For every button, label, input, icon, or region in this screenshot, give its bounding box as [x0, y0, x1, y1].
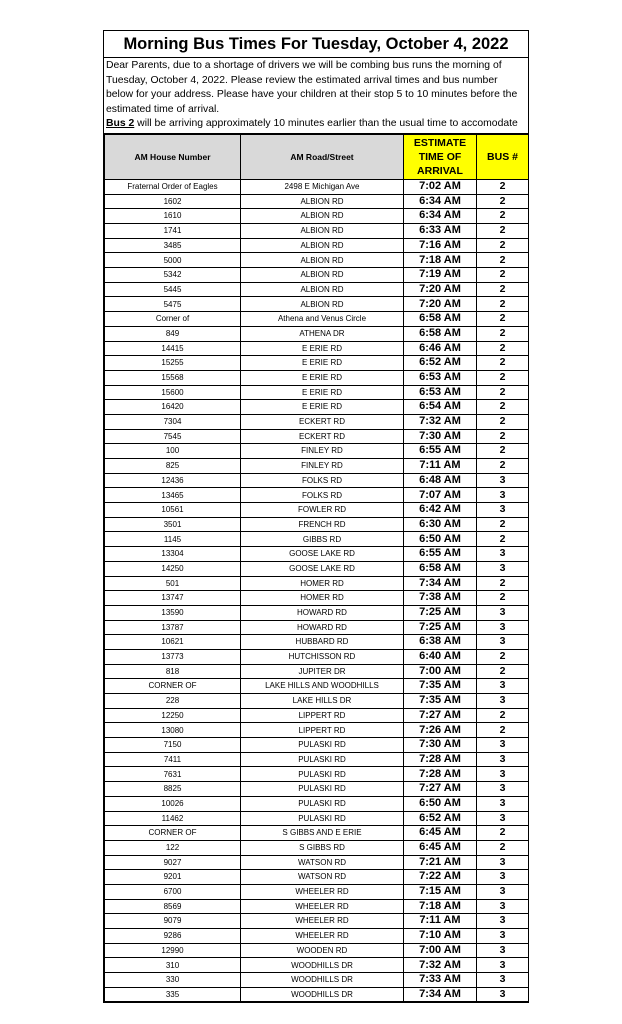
- table-row: [105, 370, 529, 385]
- house-number-cell: 13773: [105, 649, 241, 664]
- road-cell: HOMER RD: [241, 576, 404, 591]
- arrival-time-cell: 7:20 AM: [404, 297, 477, 312]
- bus-number-cell: 2: [477, 297, 529, 312]
- table-row: [105, 591, 529, 606]
- bus-number-cell: 3: [477, 958, 529, 973]
- arrival-time-cell: 7:18 AM: [404, 253, 477, 268]
- road-cell: LIPPERT RD: [241, 708, 404, 723]
- arrival-time-cell: 6:33 AM: [404, 224, 477, 239]
- bus-number-cell: 2: [477, 414, 529, 429]
- house-number-cell: 7545: [105, 429, 241, 444]
- bus-number-cell: 2: [477, 591, 529, 606]
- road-cell: 2498 E Michigan Ave: [241, 179, 404, 194]
- bus-number-cell: 3: [477, 605, 529, 620]
- table-row: [105, 708, 529, 723]
- arrival-time-cell: 6:53 AM: [404, 370, 477, 385]
- arrival-time-cell: 7:34 AM: [404, 576, 477, 591]
- header-arrival-line2: TIME OF: [418, 150, 462, 163]
- bus-number-cell: 2: [477, 664, 529, 679]
- road-cell: PULASKI RD: [241, 738, 404, 753]
- bus-number-cell: 2: [477, 444, 529, 459]
- arrival-time-cell: 6:30 AM: [404, 517, 477, 532]
- bus-number-cell: 3: [477, 752, 529, 767]
- house-number-cell: 14250: [105, 561, 241, 576]
- road-cell: ALBION RD: [241, 253, 404, 268]
- road-cell: Athena and Venus Circle: [241, 312, 404, 327]
- house-number-cell: 5475: [105, 297, 241, 312]
- road-cell: WHEELER RD: [241, 884, 404, 899]
- road-cell: WOODEN RD: [241, 943, 404, 958]
- road-cell: HUBBARD RD: [241, 635, 404, 650]
- road-cell: ALBION RD: [241, 194, 404, 209]
- bus-number-cell: 3: [477, 796, 529, 811]
- arrival-time-cell: 7:32 AM: [404, 414, 477, 429]
- house-number-cell: 13465: [105, 488, 241, 503]
- bus-number-cell: 3: [477, 503, 529, 518]
- bus-number-cell: 3: [477, 767, 529, 782]
- road-cell: WHEELER RD: [241, 929, 404, 944]
- house-number-cell: 1145: [105, 532, 241, 547]
- arrival-time-cell: 6:58 AM: [404, 312, 477, 327]
- road-cell: FOLKS RD: [241, 488, 404, 503]
- house-number-cell: 228: [105, 694, 241, 709]
- bus-times-sheet: [103, 30, 529, 1003]
- table-row: [105, 826, 529, 841]
- road-cell: ECKERT RD: [241, 414, 404, 429]
- house-number-cell: 1741: [105, 224, 241, 239]
- house-number-cell: 7631: [105, 767, 241, 782]
- bus-number-cell: 2: [477, 400, 529, 415]
- bus-number-cell: 2: [477, 385, 529, 400]
- house-number-cell: 13080: [105, 723, 241, 738]
- road-cell: FOLKS RD: [241, 473, 404, 488]
- road-cell: S GIBBS AND E ERIE: [241, 826, 404, 841]
- table-row: [105, 635, 529, 650]
- arrival-time-cell: 7:27 AM: [404, 708, 477, 723]
- arrival-time-cell: 6:45 AM: [404, 840, 477, 855]
- bus-number-cell: 3: [477, 679, 529, 694]
- arrival-time-cell: 7:11 AM: [404, 914, 477, 929]
- table-row: [105, 870, 529, 885]
- house-number-cell: 8825: [105, 782, 241, 797]
- road-cell: FOWLER RD: [241, 503, 404, 518]
- arrival-time-cell: 6:38 AM: [404, 635, 477, 650]
- bus-times-table: [104, 134, 529, 1003]
- arrival-time-cell: 6:50 AM: [404, 796, 477, 811]
- bus-number-cell: 2: [477, 253, 529, 268]
- road-cell: PULASKI RD: [241, 811, 404, 826]
- house-number-cell: 13590: [105, 605, 241, 620]
- house-number-cell: 100: [105, 444, 241, 459]
- arrival-time-cell: 6:50 AM: [404, 532, 477, 547]
- bus-number-cell: 3: [477, 899, 529, 914]
- road-cell: LIPPERT RD: [241, 723, 404, 738]
- bus-number-cell: 2: [477, 194, 529, 209]
- table-row: [105, 694, 529, 709]
- bus-number-cell: 2: [477, 326, 529, 341]
- house-number-cell: 310: [105, 958, 241, 973]
- bus-number-cell: 2: [477, 341, 529, 356]
- arrival-time-cell: 7:16 AM: [404, 238, 477, 253]
- house-number-cell: 818: [105, 664, 241, 679]
- bus-note-text: will be arriving approximately 10 minutes earlier than the usual time to accomodate: [134, 118, 518, 130]
- arrival-time-cell: 6:55 AM: [404, 444, 477, 459]
- bus-number-cell: 3: [477, 987, 529, 1002]
- house-number-cell: 849: [105, 326, 241, 341]
- bus-number-cell: 3: [477, 547, 529, 562]
- road-cell: E ERIE RD: [241, 370, 404, 385]
- table-row: [105, 723, 529, 738]
- arrival-time-cell: 7:38 AM: [404, 591, 477, 606]
- arrival-time-cell: 7:21 AM: [404, 855, 477, 870]
- bus-note: [106, 117, 526, 132]
- road-cell: ATHENA DR: [241, 326, 404, 341]
- arrival-time-cell: 6:53 AM: [404, 385, 477, 400]
- arrival-time-cell: 6:48 AM: [404, 473, 477, 488]
- table-body: [105, 179, 529, 1002]
- arrival-time-cell: 7:19 AM: [404, 268, 477, 283]
- header-arrival-time: [404, 134, 477, 179]
- arrival-time-cell: 7:26 AM: [404, 723, 477, 738]
- arrival-time-cell: 6:58 AM: [404, 326, 477, 341]
- house-number-cell: 6700: [105, 884, 241, 899]
- road-cell: PULASKI RD: [241, 752, 404, 767]
- road-cell: ALBION RD: [241, 238, 404, 253]
- bus-number-cell: 2: [477, 179, 529, 194]
- house-number-cell: CORNER OF: [105, 679, 241, 694]
- bus-number-cell: 3: [477, 473, 529, 488]
- house-number-cell: 11462: [105, 811, 241, 826]
- table-row: [105, 811, 529, 826]
- table-row: [105, 767, 529, 782]
- table-row: [105, 605, 529, 620]
- house-number-cell: 9201: [105, 870, 241, 885]
- bus-number-cell: 2: [477, 459, 529, 474]
- header-bus-number: BUS #: [477, 134, 529, 179]
- road-cell: WOODHILLS DR: [241, 987, 404, 1002]
- arrival-time-cell: 7:35 AM: [404, 679, 477, 694]
- bus-number-cell: 3: [477, 973, 529, 988]
- arrival-time-cell: 7:11 AM: [404, 459, 477, 474]
- house-number-cell: 330: [105, 973, 241, 988]
- table-row: [105, 297, 529, 312]
- road-cell: ALBION RD: [241, 209, 404, 224]
- house-number-cell: 3485: [105, 238, 241, 253]
- table-row: [105, 473, 529, 488]
- table-row: [105, 943, 529, 958]
- table-row: [105, 796, 529, 811]
- house-number-cell: 15600: [105, 385, 241, 400]
- house-number-cell: 501: [105, 576, 241, 591]
- bus-number-cell: 2: [477, 429, 529, 444]
- arrival-time-cell: 7:22 AM: [404, 870, 477, 885]
- road-cell: WOODHILLS DR: [241, 973, 404, 988]
- arrival-time-cell: 7:28 AM: [404, 767, 477, 782]
- road-cell: WHEELER RD: [241, 899, 404, 914]
- bus-number-cell: 2: [477, 517, 529, 532]
- bus-number-cell: 2: [477, 576, 529, 591]
- house-number-cell: 10561: [105, 503, 241, 518]
- arrival-time-cell: 7:28 AM: [404, 752, 477, 767]
- table-row: [105, 282, 529, 297]
- bus-number-cell: 2: [477, 532, 529, 547]
- bus-number-cell: 2: [477, 649, 529, 664]
- bus-number-cell: 3: [477, 620, 529, 635]
- intro-notice: [104, 58, 528, 134]
- table-row: [105, 620, 529, 635]
- bus-number-cell: 2: [477, 238, 529, 253]
- table-row: [105, 224, 529, 239]
- bus-number-cell: 3: [477, 694, 529, 709]
- road-cell: E ERIE RD: [241, 385, 404, 400]
- table-row: [105, 356, 529, 371]
- road-cell: E ERIE RD: [241, 356, 404, 371]
- road-cell: HUTCHISSON RD: [241, 649, 404, 664]
- arrival-time-cell: 6:55 AM: [404, 547, 477, 562]
- road-cell: WATSON RD: [241, 855, 404, 870]
- house-number-cell: 13787: [105, 620, 241, 635]
- bus-number-cell: 3: [477, 488, 529, 503]
- table-row: [105, 385, 529, 400]
- header-arrival-line3: ARRIVAL: [417, 164, 463, 177]
- bus-number-cell: 2: [477, 840, 529, 855]
- arrival-time-cell: 6:46 AM: [404, 341, 477, 356]
- arrival-time-cell: 7:27 AM: [404, 782, 477, 797]
- arrival-time-cell: 6:45 AM: [404, 826, 477, 841]
- arrival-time-cell: 7:30 AM: [404, 738, 477, 753]
- road-cell: WATSON RD: [241, 870, 404, 885]
- header-road: AM Road/Street: [241, 134, 404, 179]
- bus-number-cell: 2: [477, 826, 529, 841]
- header-arrival-line1: ESTIMATE: [413, 136, 467, 149]
- house-number-cell: CORNER OF: [105, 826, 241, 841]
- arrival-time-cell: 7:20 AM: [404, 282, 477, 297]
- table-row: [105, 312, 529, 327]
- road-cell: GOOSE LAKE RD: [241, 547, 404, 562]
- house-number-cell: 5342: [105, 268, 241, 283]
- road-cell: ALBION RD: [241, 297, 404, 312]
- arrival-time-cell: 7:15 AM: [404, 884, 477, 899]
- bus-number-cell: 2: [477, 370, 529, 385]
- table-row: [105, 561, 529, 576]
- table-row: [105, 253, 529, 268]
- house-number-cell: 1602: [105, 194, 241, 209]
- table-row: [105, 517, 529, 532]
- road-cell: PULASKI RD: [241, 767, 404, 782]
- road-cell: WOODHILLS DR: [241, 958, 404, 973]
- house-number-cell: 3501: [105, 517, 241, 532]
- arrival-time-cell: 6:34 AM: [404, 209, 477, 224]
- road-cell: ECKERT RD: [241, 429, 404, 444]
- house-number-cell: 12250: [105, 708, 241, 723]
- bus-number-cell: 3: [477, 811, 529, 826]
- house-number-cell: 9079: [105, 914, 241, 929]
- table-row: [105, 914, 529, 929]
- house-number-cell: 7304: [105, 414, 241, 429]
- table-row: [105, 503, 529, 518]
- road-cell: LAKE HILLS DR: [241, 694, 404, 709]
- house-number-cell: 15568: [105, 370, 241, 385]
- road-cell: E ERIE RD: [241, 341, 404, 356]
- house-number-cell: 13304: [105, 547, 241, 562]
- bus-number-cell: 2: [477, 282, 529, 297]
- road-cell: PULASKI RD: [241, 796, 404, 811]
- bus-number-cell: 3: [477, 635, 529, 650]
- table-row: [105, 459, 529, 474]
- bus-note-label: Bus 2: [106, 118, 135, 130]
- house-number-cell: Fraternal Order of Eagles: [105, 179, 241, 194]
- house-number-cell: 10621: [105, 635, 241, 650]
- table-row: [105, 444, 529, 459]
- arrival-time-cell: 6:52 AM: [404, 356, 477, 371]
- house-number-cell: Corner of: [105, 312, 241, 327]
- table-row: [105, 429, 529, 444]
- bus-number-cell: 2: [477, 268, 529, 283]
- arrival-time-cell: 7:00 AM: [404, 664, 477, 679]
- road-cell: HOWARD RD: [241, 605, 404, 620]
- arrival-time-cell: 6:42 AM: [404, 503, 477, 518]
- table-row: [105, 209, 529, 224]
- road-cell: FINLEY RD: [241, 444, 404, 459]
- house-number-cell: 7411: [105, 752, 241, 767]
- arrival-time-cell: 7:32 AM: [404, 958, 477, 973]
- table-row: [105, 738, 529, 753]
- house-number-cell: 1610: [105, 209, 241, 224]
- arrival-time-cell: 6:58 AM: [404, 561, 477, 576]
- intro-paragraph: Dear Parents, due to a shortage of drivers we will be combing bus runs the morning of Tuesday, October 4, 2022. Please review the estimated arrival times and bus number below for your address. Please have your children at their stop 5 to 10 minutes before the estimated time of arrival.: [106, 60, 518, 115]
- bus-number-cell: 2: [477, 723, 529, 738]
- bus-number-cell: 3: [477, 929, 529, 944]
- table-row: [105, 238, 529, 253]
- house-number-cell: 16420: [105, 400, 241, 415]
- bus-number-cell: 3: [477, 855, 529, 870]
- road-cell: E ERIE RD: [241, 400, 404, 415]
- table-row: [105, 194, 529, 209]
- table-row: [105, 884, 529, 899]
- arrival-time-cell: 7:25 AM: [404, 605, 477, 620]
- bus-number-cell: 3: [477, 870, 529, 885]
- table-row: [105, 679, 529, 694]
- table-row: [105, 958, 529, 973]
- house-number-cell: 12990: [105, 943, 241, 958]
- road-cell: HOMER RD: [241, 591, 404, 606]
- table-row: [105, 268, 529, 283]
- road-cell: PULASKI RD: [241, 782, 404, 797]
- road-cell: JUPITER DR: [241, 664, 404, 679]
- table-row: [105, 649, 529, 664]
- road-cell: GIBBS RD: [241, 532, 404, 547]
- house-number-cell: 5445: [105, 282, 241, 297]
- arrival-time-cell: 7:18 AM: [404, 899, 477, 914]
- header-house-number: AM House Number: [105, 134, 241, 179]
- bus-number-cell: 2: [477, 708, 529, 723]
- arrival-time-cell: 7:00 AM: [404, 943, 477, 958]
- road-cell: FRENCH RD: [241, 517, 404, 532]
- house-number-cell: 9286: [105, 929, 241, 944]
- house-number-cell: 15255: [105, 356, 241, 371]
- page-title: Morning Bus Times For Tuesday, October 4, 2022: [104, 31, 528, 58]
- table-row: [105, 326, 529, 341]
- bus-number-cell: 3: [477, 782, 529, 797]
- house-number-cell: 122: [105, 840, 241, 855]
- house-number-cell: 825: [105, 459, 241, 474]
- bus-number-cell: 3: [477, 884, 529, 899]
- table-row: [105, 899, 529, 914]
- table-row: [105, 414, 529, 429]
- table-row: [105, 341, 529, 356]
- bus-number-cell: 2: [477, 356, 529, 371]
- road-cell: S GIBBS RD: [241, 840, 404, 855]
- arrival-time-cell: 7:10 AM: [404, 929, 477, 944]
- bus-number-cell: 2: [477, 312, 529, 327]
- table-row: [105, 488, 529, 503]
- table-row: [105, 664, 529, 679]
- house-number-cell: 335: [105, 987, 241, 1002]
- road-cell: HOWARD RD: [241, 620, 404, 635]
- table-row: [105, 752, 529, 767]
- arrival-time-cell: 7:25 AM: [404, 620, 477, 635]
- house-number-cell: 5000: [105, 253, 241, 268]
- table-row: [105, 179, 529, 194]
- arrival-time-cell: 7:35 AM: [404, 694, 477, 709]
- road-cell: WHEELER RD: [241, 914, 404, 929]
- bus-number-cell: 2: [477, 224, 529, 239]
- table-row: [105, 532, 529, 547]
- table-row: [105, 987, 529, 1002]
- arrival-time-cell: 6:54 AM: [404, 400, 477, 415]
- table-row: [105, 840, 529, 855]
- house-number-cell: 14415: [105, 341, 241, 356]
- house-number-cell: 8569: [105, 899, 241, 914]
- bus-number-cell: 3: [477, 738, 529, 753]
- table-row: [105, 782, 529, 797]
- table-row: [105, 929, 529, 944]
- house-number-cell: 10026: [105, 796, 241, 811]
- bus-number-cell: 2: [477, 209, 529, 224]
- road-cell: ALBION RD: [241, 268, 404, 283]
- table-header-row: [105, 134, 529, 179]
- table-row: [105, 973, 529, 988]
- arrival-time-cell: 7:02 AM: [404, 179, 477, 194]
- house-number-cell: 9027: [105, 855, 241, 870]
- road-cell: ALBION RD: [241, 282, 404, 297]
- house-number-cell: 7150: [105, 738, 241, 753]
- bus-number-cell: 3: [477, 914, 529, 929]
- bus-number-cell: 3: [477, 561, 529, 576]
- table-row: [105, 547, 529, 562]
- road-cell: LAKE HILLS AND WOODHILLS: [241, 679, 404, 694]
- bus-number-cell: 3: [477, 943, 529, 958]
- arrival-time-cell: 7:34 AM: [404, 987, 477, 1002]
- road-cell: FINLEY RD: [241, 459, 404, 474]
- road-cell: ALBION RD: [241, 224, 404, 239]
- arrival-time-cell: 7:30 AM: [404, 429, 477, 444]
- house-number-cell: 13747: [105, 591, 241, 606]
- arrival-time-cell: 7:07 AM: [404, 488, 477, 503]
- table-row: [105, 400, 529, 415]
- arrival-time-cell: 6:40 AM: [404, 649, 477, 664]
- table-row: [105, 855, 529, 870]
- road-cell: GOOSE LAKE RD: [241, 561, 404, 576]
- arrival-time-cell: 6:34 AM: [404, 194, 477, 209]
- arrival-time-cell: 6:52 AM: [404, 811, 477, 826]
- table-row: [105, 576, 529, 591]
- house-number-cell: 12436: [105, 473, 241, 488]
- arrival-time-cell: 7:33 AM: [404, 973, 477, 988]
